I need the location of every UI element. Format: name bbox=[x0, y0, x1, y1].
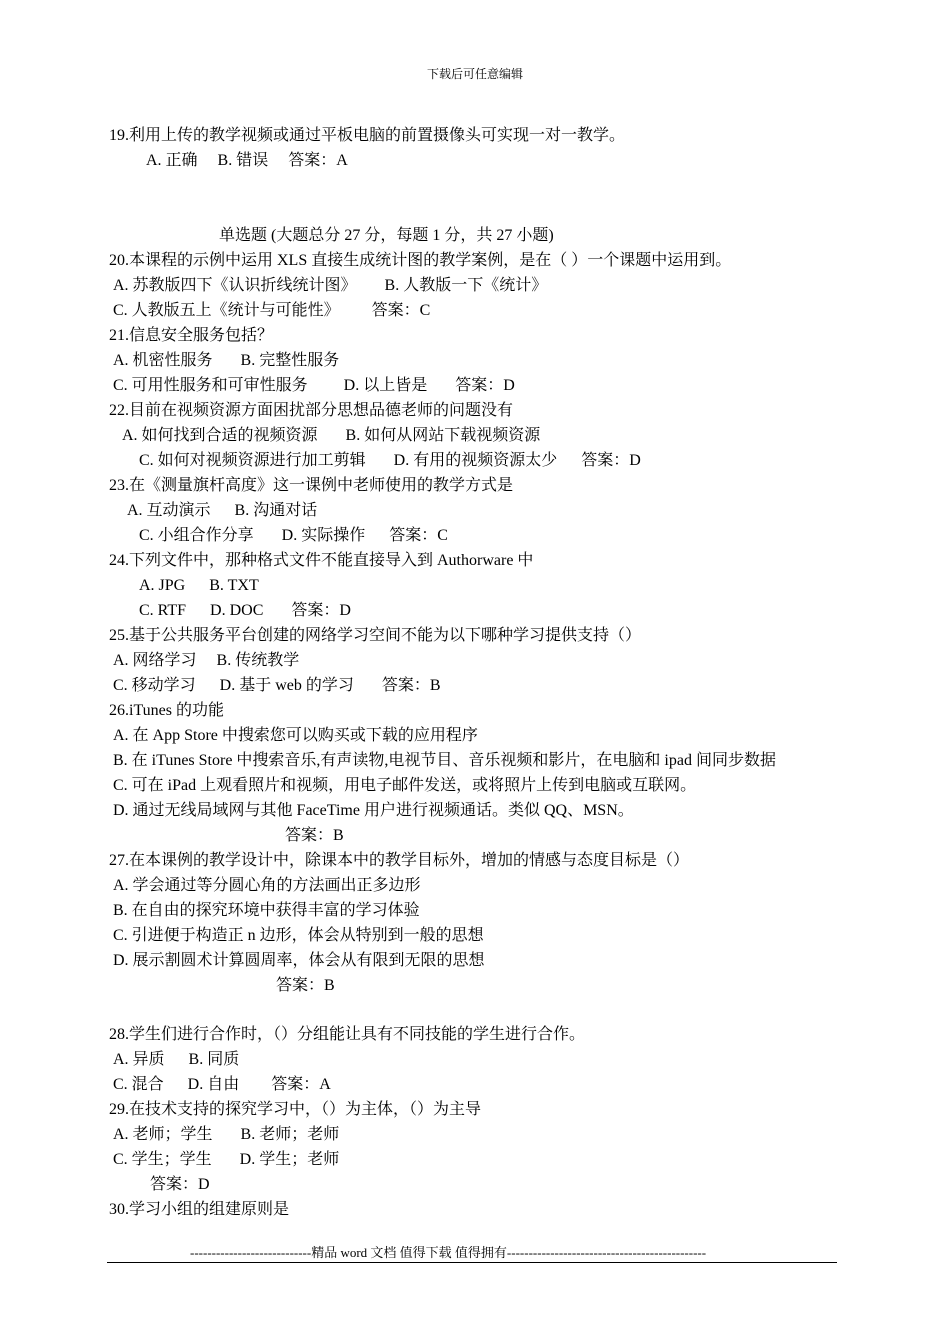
option-line: A. 苏教版四下《认识折线统计图》 B. 人教版一下《统计》 bbox=[113, 277, 548, 294]
option-line: A. 老师；学生 B. 老师；老师 bbox=[113, 1126, 340, 1143]
option-line: C. 混合 D. 自由 答案：A bbox=[113, 1076, 331, 1093]
option-line: C. 移动学习 D. 基于 web 的学习 答案：B bbox=[113, 677, 441, 694]
option-line: B. 在 iTunes Store 中搜索音乐,有声读物,电视节目、音乐视频和影片，在电脑和 ipad 间同步数据 bbox=[113, 752, 776, 769]
question-21: 21.信息安全服务包括？ bbox=[109, 327, 274, 344]
answer-29: 答案：D bbox=[150, 1176, 210, 1193]
option-line: A. 互动演示 B. 沟通对话 bbox=[127, 502, 318, 519]
option-line: D. 展示割圆术计算圆周率，体会从有限到无限的思想 bbox=[113, 952, 485, 969]
question-22: 22.目前在视频资源方面困扰部分思想品德老师的问题没有 bbox=[109, 402, 514, 419]
option-line: C. 人教版五上《统计与可能性》 答案：C bbox=[113, 302, 431, 319]
question-28: 28.学生们进行合作时，（）分组能让具有不同技能的学生进行合作。 bbox=[109, 1026, 586, 1043]
question-25: 25.基于公共服务平台创建的网络学习空间不能为以下哪种学习提供支持（） bbox=[109, 627, 642, 644]
question-24: 24.下列文件中，那种格式文件不能直接导入到 Authorware 中 bbox=[109, 552, 534, 569]
question-29: 29.在技术支持的探究学习中，（）为主体，（）为主导 bbox=[109, 1101, 482, 1118]
option-line: A. 机密性服务 B. 完整性服务 bbox=[113, 352, 340, 369]
question-19: 19.利用上传的教学视频或通过平板电脑的前置摄像头可实现一对一教学。 bbox=[109, 127, 626, 144]
option-line: A. JPG B. TXT bbox=[139, 577, 259, 594]
question-20: 20.本课程的示例中运用 XLS 直接生成统计图的教学案例，是在（ ）一个课题中运用到。 bbox=[109, 252, 732, 269]
question-26: 26.iTunes 的功能 bbox=[109, 702, 224, 719]
page-footer: ----------------------------精品 word 文档 值得下载 值得拥有---------------------------------------------- bbox=[190, 1245, 707, 1260]
question-30: 30.学习小组的组建原则是 bbox=[109, 1201, 290, 1218]
answer-27: 答案：B bbox=[276, 977, 335, 994]
option-line: C. 学生；学生 D. 学生；老师 bbox=[113, 1151, 340, 1168]
answer-26: 答案：B bbox=[285, 827, 344, 844]
option-line: C. 小组合作分享 D. 实际操作 答案：C bbox=[139, 527, 448, 544]
option-line: C. 引进便于构造正 n 边形，体会从特别到一般的思想 bbox=[113, 927, 484, 944]
option-line: C. 可用性服务和可审性服务 D. 以上皆是 答案：D bbox=[113, 377, 515, 394]
footer-rule bbox=[107, 1262, 837, 1263]
option-line: A. 如何找到合适的视频资源 B. 如何从网站下载视频资源 bbox=[122, 427, 541, 444]
option-line: A. 在 App Store 中搜索您可以购买或下载的应用程序 bbox=[113, 727, 478, 744]
option-line: A. 网络学习 B. 传统教学 bbox=[113, 652, 300, 669]
question-27: 27.在本课例的教学设计中，除课本中的教学目标外，增加的情感与态度目标是（） bbox=[109, 852, 690, 869]
answer-options-19: A. 正确 B. 错误 答案：A bbox=[146, 152, 348, 169]
option-line: A. 学会通过等分圆心角的方法画出正多边形 bbox=[113, 877, 421, 894]
option-line: A. 异质 B. 同质 bbox=[113, 1051, 240, 1068]
option-line: C. RTF D. DOC 答案：D bbox=[139, 602, 351, 619]
option-line: C. 可在 iPad 上观看照片和视频，用电子邮件发送，或将照片上传到电脑或互联网。 bbox=[113, 777, 697, 794]
question-23: 23.在《测量旗杆高度》这一课例中老师使用的教学方式是 bbox=[109, 477, 514, 494]
page-header: 下载后可任意编辑 bbox=[426, 67, 523, 81]
option-line: D. 通过无线局域网与其他 FaceTime 用户进行视频通话。类似 QQ、MSN。 bbox=[113, 802, 634, 819]
option-line: B. 在自由的探究环境中获得丰富的学习体验 bbox=[113, 902, 420, 919]
section-heading: 单选题 (大题总分 27 分，每题 1 分，共 27 小题) bbox=[219, 227, 554, 244]
option-line: C. 如何对视频资源进行加工剪辑 D. 有用的视频资源太少 答案：D bbox=[139, 452, 641, 469]
